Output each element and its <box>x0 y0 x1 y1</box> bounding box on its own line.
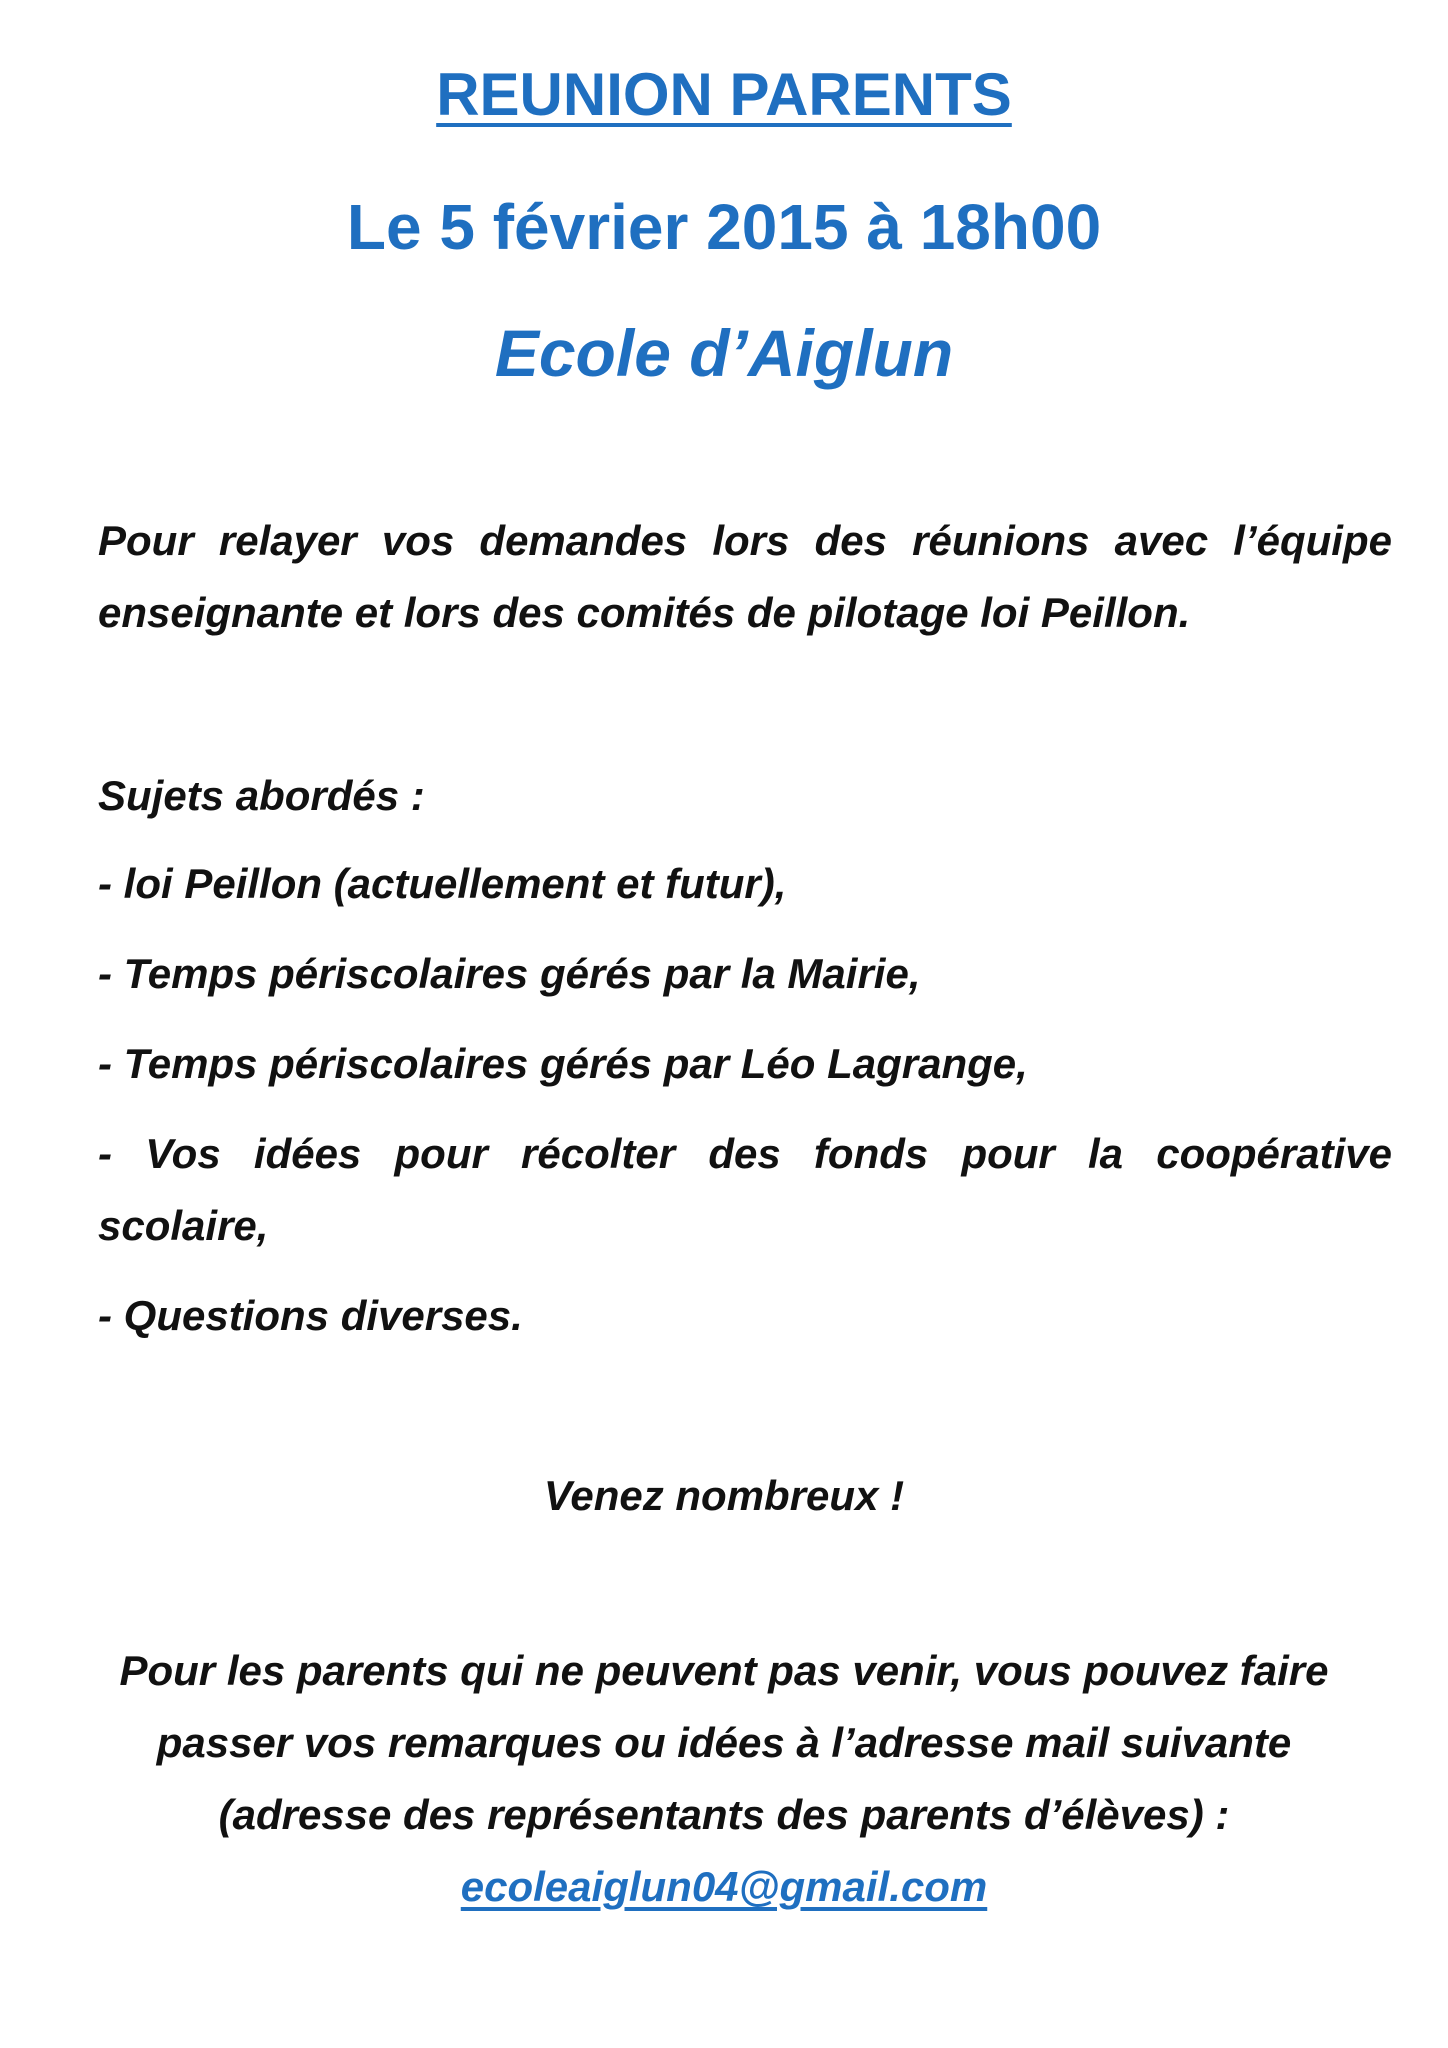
topic-item: - Temps périscolaires gérés par Léo Lagrange, <box>98 1040 1028 1087</box>
topic-item: - loi Peillon (actuellement et futur), <box>98 860 787 907</box>
contact-paragraph <box>60 1635 1388 1923</box>
topics-heading: Sujets abordés : <box>98 772 425 819</box>
topic-item: - Temps périscolaires gérés par la Mairie, <box>98 950 921 997</box>
meeting-place: Ecole d’Aiglun <box>494 316 954 390</box>
email-link[interactable]: ecoleaiglun04@gmail.com <box>460 1863 988 1910</box>
intro-paragraph: Pour relayer vos demandes lors des réunions avec l’équipe enseignante et lors des comités de pilotage loi Peillon. <box>98 517 1392 636</box>
contact-line-3: (adresse des représentants des parents d’élèves) : <box>218 1791 1230 1838</box>
page-title: REUNION PARENTS <box>436 61 1012 128</box>
topic-item: - Vos idées pour récolter des fonds pour la coopérative scolaire, <box>98 1130 1392 1249</box>
contact-line-2: passer vos remarques ou idées à l’adresse mail suivante <box>156 1719 1292 1766</box>
topic-item: - Questions diverses. <box>98 1292 523 1339</box>
meeting-date: Le 5 février 2015 à 18h00 <box>346 191 1102 263</box>
call-to-action: Venez nombreux ! <box>543 1472 905 1519</box>
contact-line-1: Pour les parents qui ne peuvent pas venir, vous pouvez faire <box>119 1647 1329 1694</box>
